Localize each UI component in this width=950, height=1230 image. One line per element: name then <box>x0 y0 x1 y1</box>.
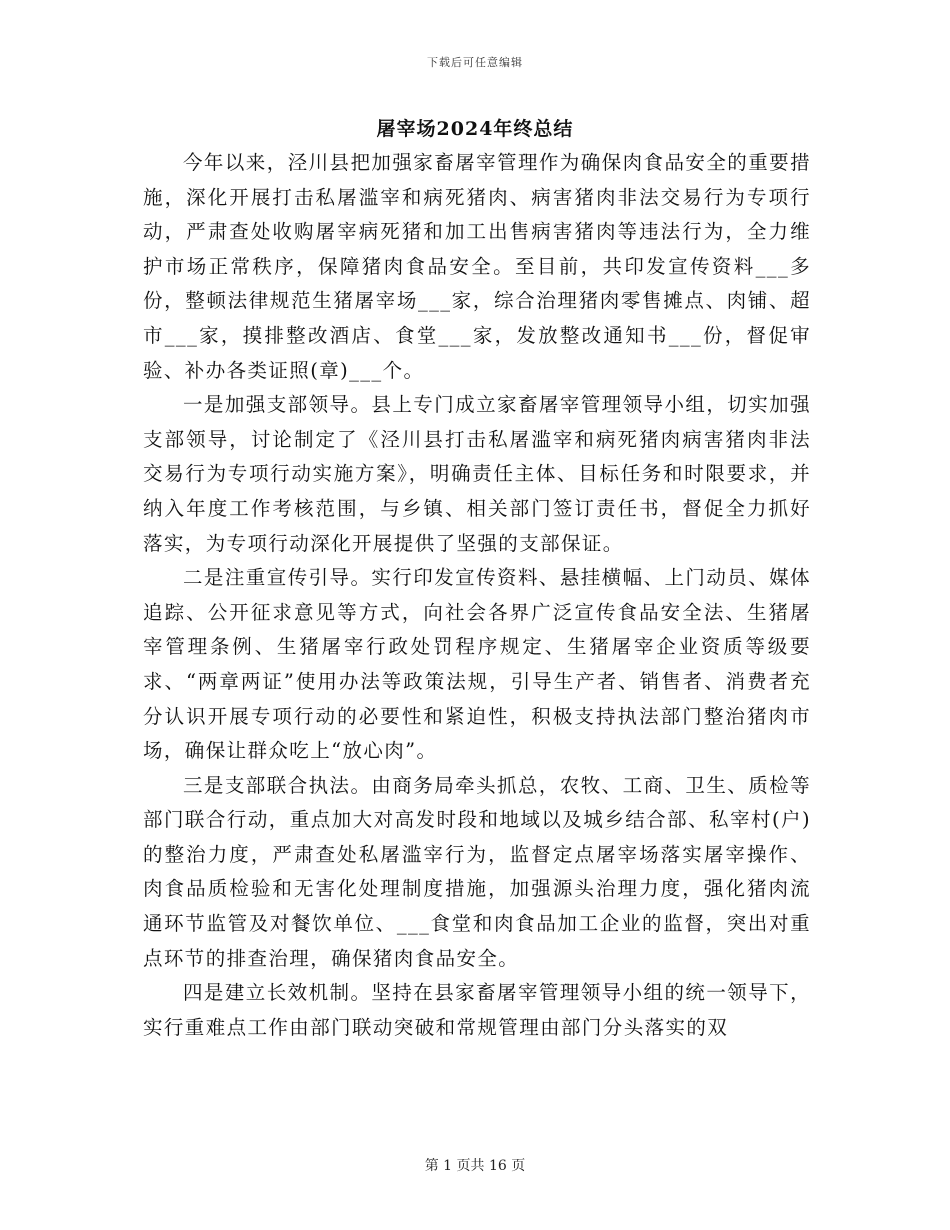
download-note: 下载后可任意编辑 <box>427 56 523 69</box>
paragraph-intro: 今年以来，泾川县把加强家畜屠宰管理作为确保肉食品安全的重要措施，深化开展打击私屠滥宰和病死猪肉、病害猪肉非法交易行为专项行动，严肃查处收购屠宰病死猪和加工出售病害猪肉等违法行为，全力维护市场正常秩序，保障猪肉食品安全。至目前，共印发宣传资料___多份，整顿法律规范生猪屠宰场___家，综合治理猪肉零售摊点、肉铺、超市___家，摸排整改酒店、食堂___家，发放整改通知书___份，督促审验、补办各类证照(章)___个。 <box>143 151 811 382</box>
document-title: 屠宰场2024年终总结 <box>376 118 574 140</box>
paragraph-enforcement: 三是支部联合执法。由商务局牵头抓总，农牧、工商、卫生、质检等部门联合行动，重点加大对高发时段和地域以及城乡结合部、私宰村(户)的整治力度，严肃查处私屠滥宰行为，监督定点屠宰场落实屠宰操作、肉食品质检验和无害化处理制度措施，加强源头治理力度，强化猪肉流通环节监管及对餐饮单位、___食堂和肉食品加工企业的监督，突出对重点环节的排查治理，确保猪肉食品安全。 <box>143 773 811 970</box>
page-number: 第 1 页共 16 页 <box>424 1158 526 1174</box>
paragraph-mechanism: 四是建立长效机制。坚持在县家畜屠宰管理领导小组的统一领导下，实行重难点工作由部门联动突破和常规管理由部门分头落实的双 <box>143 981 811 1039</box>
paragraph-publicity: 二是注重宣传引导。实行印发宣传资料、悬挂横幅、上门动员、媒体追踪、公开征求意见等方式，向社会各界广泛宣传食品安全法、生猪屠宰管理条例、生猪屠宰行政处罚程序规定、生猪屠宰企业资质等级要求、“两章两证”使用办法等政策法规，引导生产者、销售者、消费者充分认识开展专项行动的必要性和紧迫性，积极支持执法部门整治猪肉市场，确保让群众吃上“放心肉”。 <box>143 566 811 763</box>
paragraph-leadership: 一是加强支部领导。县上专门成立家畜屠宰管理领导小组，切实加强支部领导，讨论制定了《泾川县打击私屠滥宰和病死猪肉病害猪肉非法交易行为专项行动实施方案》，明确责任主体、目标任务和时限要求，并纳入年度工作考核范围，与乡镇、相关部门签订责任书，督促全力抓好落实，为专项行动深化开展提供了坚强的支部保证。 <box>143 393 811 555</box>
document-body <box>143 146 811 1045</box>
